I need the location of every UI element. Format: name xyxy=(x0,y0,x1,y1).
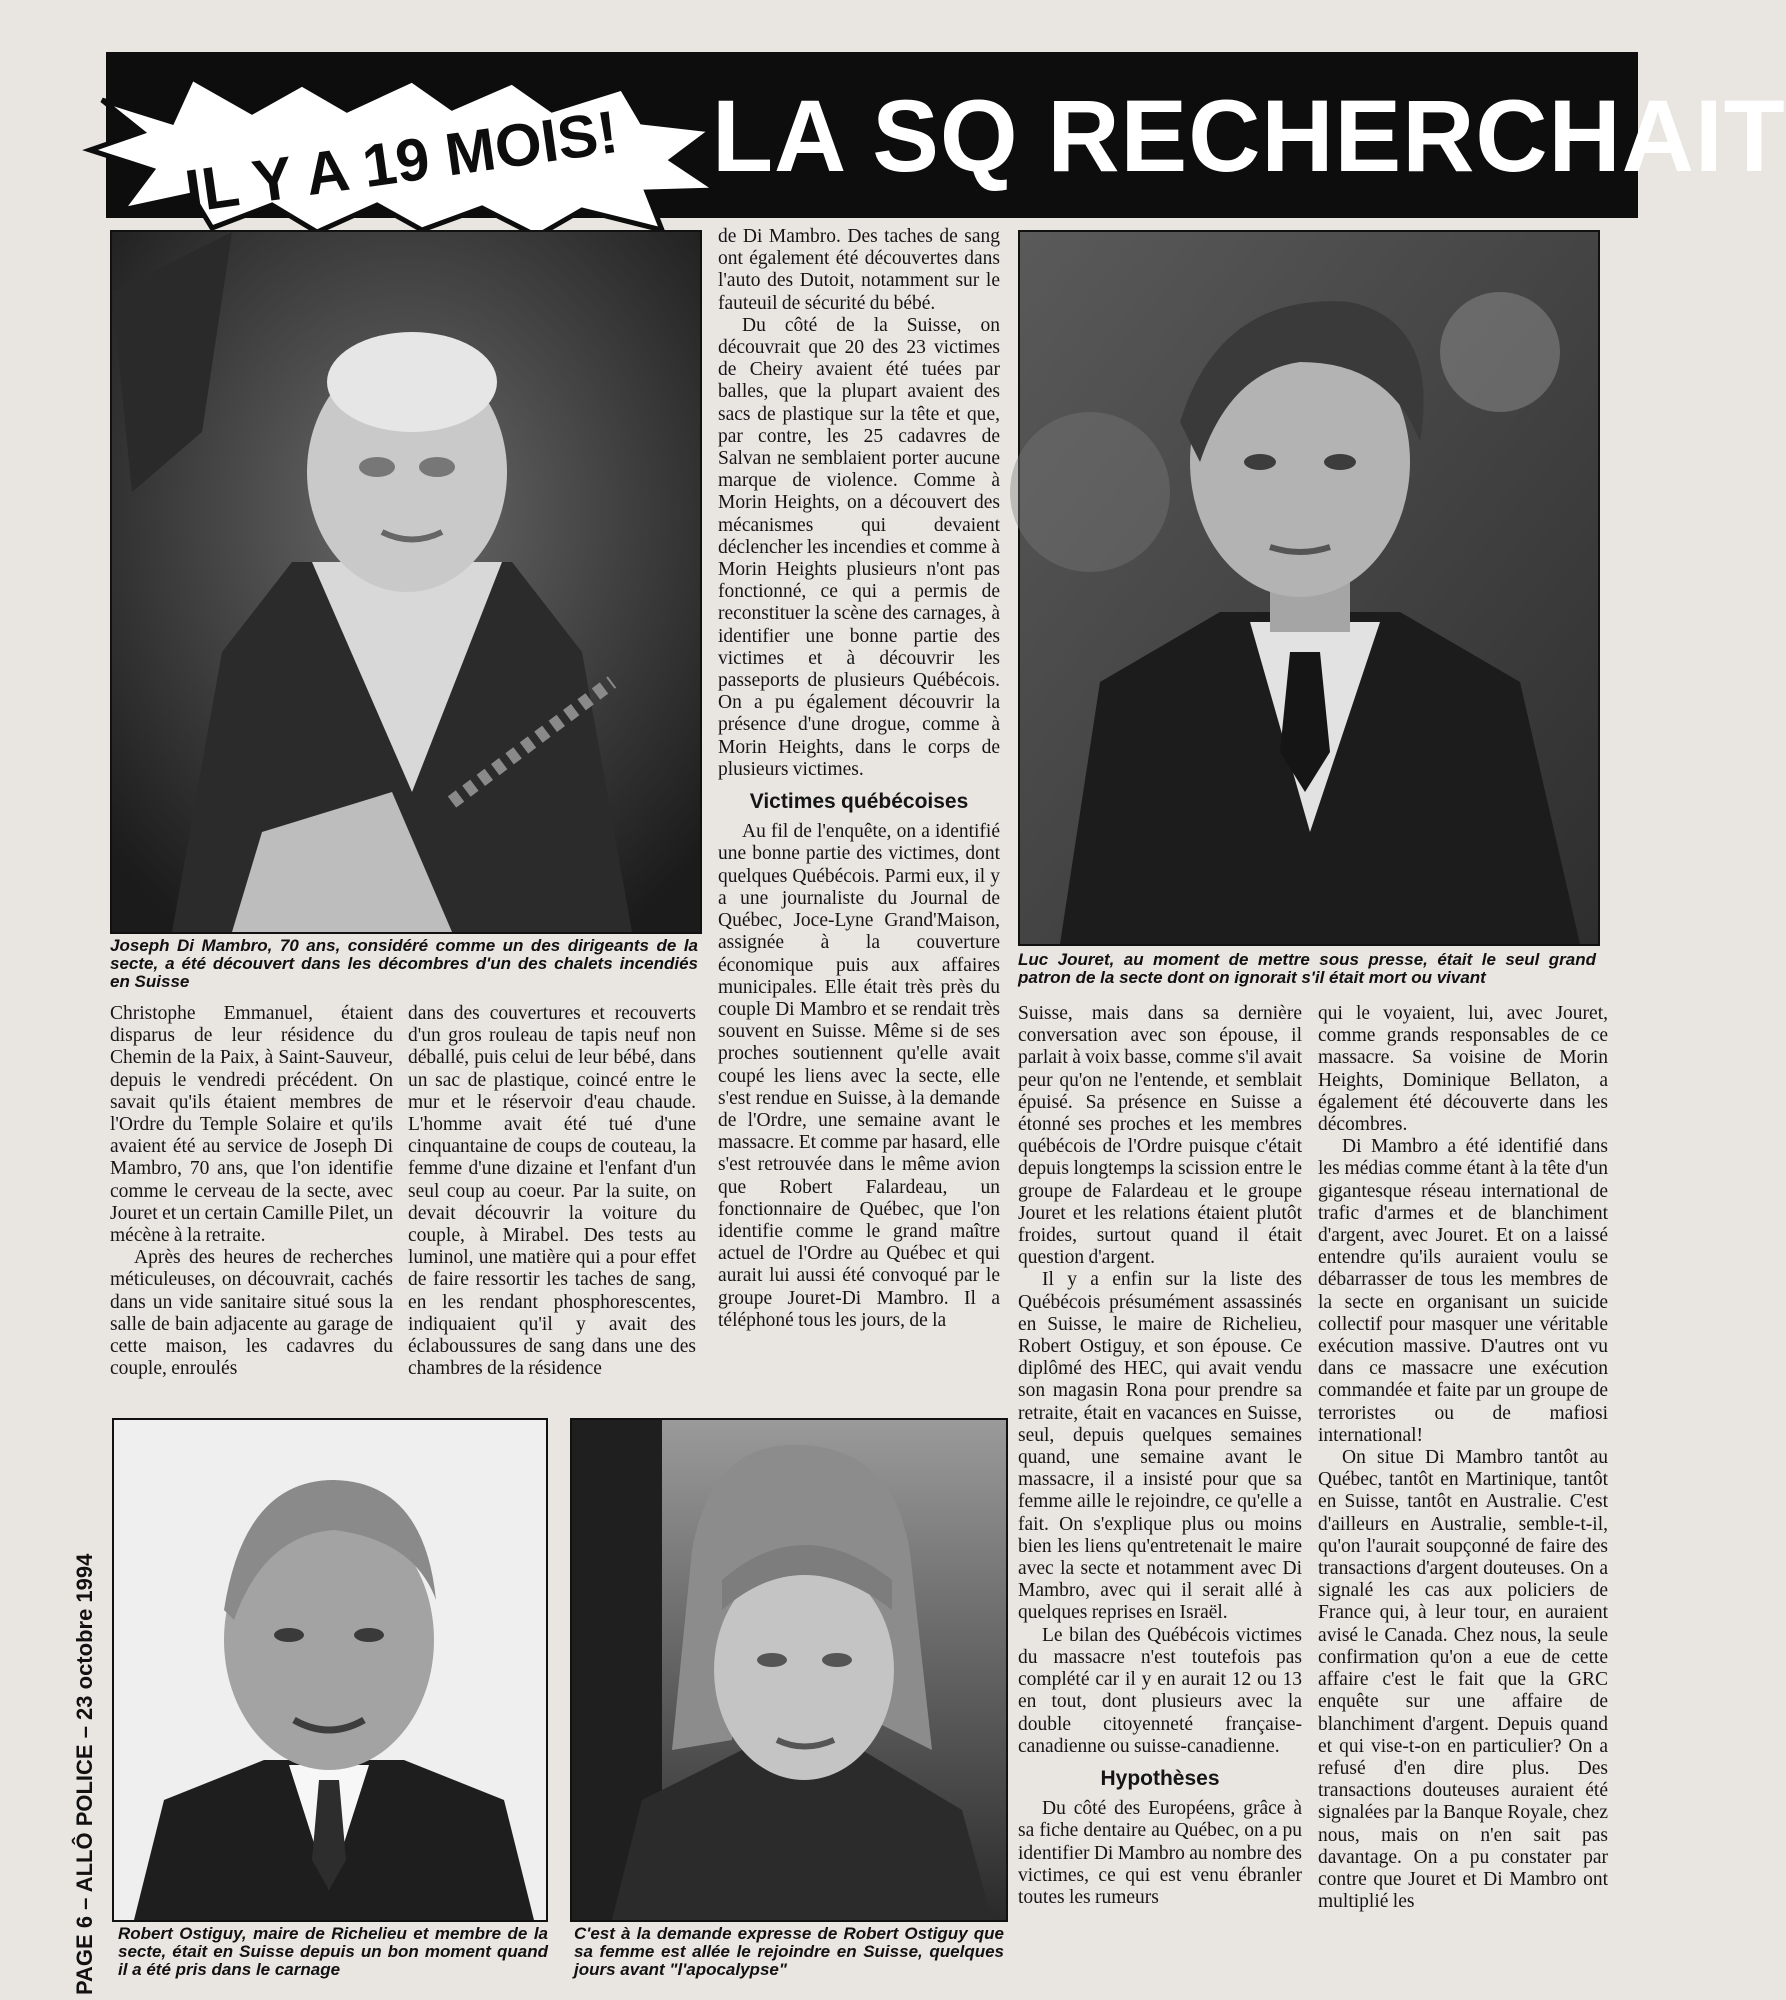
paragraph: Suisse, mais dans sa dernière conversation avec son épouse, il parlait à voix basse, comme s'il avait peur qu'on ne l'entende, et semblait épuisé. Sa présence en Suisse a étonné ses proches et les membres québécois de l'Ordre puisque c'était depuis longtemps la scission entre le groupe de Falardeau et le groupe Jouret et les relations étaient plutôt froides, surtout quand il était question d'argent. xyxy=(1018,1003,1302,1269)
photo-ostiguy-wife xyxy=(570,1418,1008,1922)
caption-di-mambro: Joseph Di Mambro, 70 ans, considéré comme un des dirigeants de la secte, a été découvert dans les décombres d'un des chalets incendiés en Suisse xyxy=(110,936,698,991)
paragraph: qui le voyaient, lui, avec Jouret, comme grands responsables de ce massacre. Sa voisine de Morin Heights, Dominique Bellaton, a également été découverte dans les décombres. xyxy=(1318,1003,1608,1136)
photo-robert-ostiguy xyxy=(112,1418,548,1922)
article-column-1 xyxy=(110,1003,393,1380)
subheading-victimes: Victimes québécoises xyxy=(749,790,969,814)
paragraph: Christophe Emmanuel, étaient disparus de leur résidence du Chemin de la Paix, à Saint-Sauveur, depuis le vendredi précédent. On savait qu'ils étaient membres de l'Ordre du Temple Solaire et qu'ils avaient été au service de Joseph Di Mambro, 70 ans, que l'on identifie comme le cerveau de la secte, avec Jouret et un certain Camille Pilet, un mécène à la retraite. xyxy=(110,1003,393,1247)
article-column-middle xyxy=(718,226,1000,1332)
photo-di-mambro xyxy=(110,230,702,934)
starburst-badge xyxy=(82,70,722,240)
paragraph: On situe Di Mambro tantôt au Québec, tantôt en Martinique, tantôt en Suisse, tantôt en Australie. C'est d'ailleurs en Australie, semble-t-il, qu'on l'aurait soupçonné de faire des transactions d'argent douteuses. On a signalé les cas aux policiers de France qui, à leur tour, en auraient avisé le Canada. Chez nous, la seule confirmation qu'on a eue de cette affaire c'est le fait que la GRC enquête sur une affaire de blanchiment d'argent. Depuis quand et qui vise-t-on en particulier? On a refusé d'en dire plus. Des transactions douteuses auraient été signalées par la Banque Royale, chez nous, mais on n'en sait pas davantage. On a pu constater par contre que Jouret et Di Mambro ont multiplié les xyxy=(1318,1447,1608,1913)
paragraph: dans des couvertures et recouverts d'un gros rouleau de tapis neuf non déballé, puis celui de leur bébé, dans un sac de plastique, coincé entre le mur et le réservoir d'eau chaude. L'homme avait été tué d'une cinquantaine de coups de couteau, la femme d'une dizaine et l'enfant d'un seul coup au coeur. Par la suite, on devait découvrir la voiture du couple, à Mirabel. Des tests au luminol, une matière qui a pour effet de faire ressortir les taches de sang, en les rendant phosphorescentes, indiquaient qu'il y avait des éclaboussures de sang dans une des chambres de la résidence xyxy=(408,1003,696,1380)
paragraph: Di Mambro a été identifié dans les médias comme étant à la tête d'un gigantesque réseau international de trafic d'armes et de blanchiment d'argent, avec Jouret. Et on a laissé entendre qu'ils auraient voulu se débarrasser de tous les membres de la secte en organisant un suicide collectif pour masquer une véritable exécution massive. D'autres ont vu dans ce massacre une exécution commandée et faite par un groupe de terroristes ou de mafiosi international! xyxy=(1318,1136,1608,1446)
paragraph: Après des heures de recherches méticuleuses, on découvrait, cachés dans un vide sanitaire situé sous la salle de bain adjacente au garage de cette maison, les cadavres du couple, enroulés xyxy=(110,1247,393,1380)
caption-robert-ostiguy: Robert Ostiguy, maire de Richelieu et membre de la secte, était en Suisse depuis un bon moment quand il a été pris dans le carnage xyxy=(118,1924,548,1979)
starburst-text: IL Y A 19 MOIS! xyxy=(181,98,622,226)
article-column-4 xyxy=(1018,1003,1302,1909)
paragraph: Du côté de la Suisse, on découvrait que 20 des 23 victimes de Cheiry avaient été tuées par balles, que la plupart avaient des sacs de plastique sur la tête et que, par contre, les 25 cadavres de Salvan ne semblaient porter aucune marque de violence. Comme à Morin Heights, on a découvert des mécanismes qui devaient déclencher les incendies et comme à Morin Heights plusieurs n'ont pas fonctionné, ce qui a permis de reconstituer la scène des carnages, à identifier une bonne partie des victimes et à découvrir les passeports de plusieurs Québécois. On a pu également découvrir la présence d'une drogue, comme à Morin Heights, dans le corps de plusieurs victimes. xyxy=(718,314,1000,780)
paragraph: de Di Mambro. Des taches de sang ont également été découvertes dans l'auto des Dutoit, notamment sur le fauteuil de sécurité du bébé. xyxy=(718,226,1000,314)
article-column-5 xyxy=(1318,1003,1608,1913)
paragraph: Au fil de l'enquête, on a identifié une bonne partie des victimes, dont quelques Québécois. Parmi eux, il y a une journaliste du Journal de Québec, Joce-Lyne Grand'Maison, assignée à la couverture économique puis aux affaires municipales. Elle était très près du couple Di Mambro et se rendait très souvent en Suisse. Même si de ses proches soutiennent qu'elle avait coupé les liens avec la secte, elle s'est rendue en Suisse, à la demande de l'Ordre, une semaine avant le massacre. Et comme par hasard, elle s'est retrouvée dans le même avion que Robert Falardeau, un fonctionnaire de Québec, que l'on identifie comme le grand maître actuel de l'Ordre au Québec et qui aurait lui aussi été convoqué par le groupe Jouret-Di Mambro. Il a téléphoné tous les jours, de la xyxy=(718,821,1000,1331)
caption-ostiguy-wife: C'est à la demande expresse de Robert Ostiguy que sa femme est allée le rejoindre en Suisse, quelques jours avant "l'apocalypse" xyxy=(574,1924,1004,1979)
photo-luc-jouret xyxy=(1018,230,1600,946)
subheading-hypotheses: Hypothèses xyxy=(1100,1766,1220,1790)
paragraph: Le bilan des Québécois victimes du massacre n'est toutefois pas complété car il y en aurait 12 ou 13 en tout, dont plusieurs avec la double citoyenneté française-canadienne ou suisse-canadienne. xyxy=(1018,1624,1302,1757)
paragraph: Il y a enfin sur la liste des Québécois présumément assassinés en Suisse, le maire de Richelieu, Robert Ostiguy, et son épouse. Ce diplômé des HEC, qui avait vendu son magasin Rona pour prendre sa retraite, était en vacances en Suisse, seul, depuis quelques semaines quand, une semaine avant le massacre, il a insisté pour que sa femme aille le rejoindre, ce qu'elle a fait. On s'explique plus ou moins bien les liens qu'entretenait le maire avec la secte et notamment avec Di Mambro, avec qui il serait allé à quelques reprises en Israël. xyxy=(1018,1269,1302,1624)
page-footer-label xyxy=(72,1553,97,1996)
article-column-2 xyxy=(408,1003,696,1380)
headline: LA SQ RECHERCHAIT xyxy=(712,79,1786,193)
paragraph: Du côté des Européens, grâce à sa fiche dentaire au Québec, on a pu identifier Di Mambro au nombre des victimes, ce qui est venu ébranler toutes les rumeurs xyxy=(1018,1798,1302,1908)
caption-luc-jouret: Luc Jouret, au moment de mettre sous presse, était le seul grand patron de la secte dont on ignorait s'il était mort ou vivant xyxy=(1018,950,1596,987)
page-footer-text: PAGE 6 – ALLÔ POLICE – 23 octobre 1994 xyxy=(72,1553,97,1995)
